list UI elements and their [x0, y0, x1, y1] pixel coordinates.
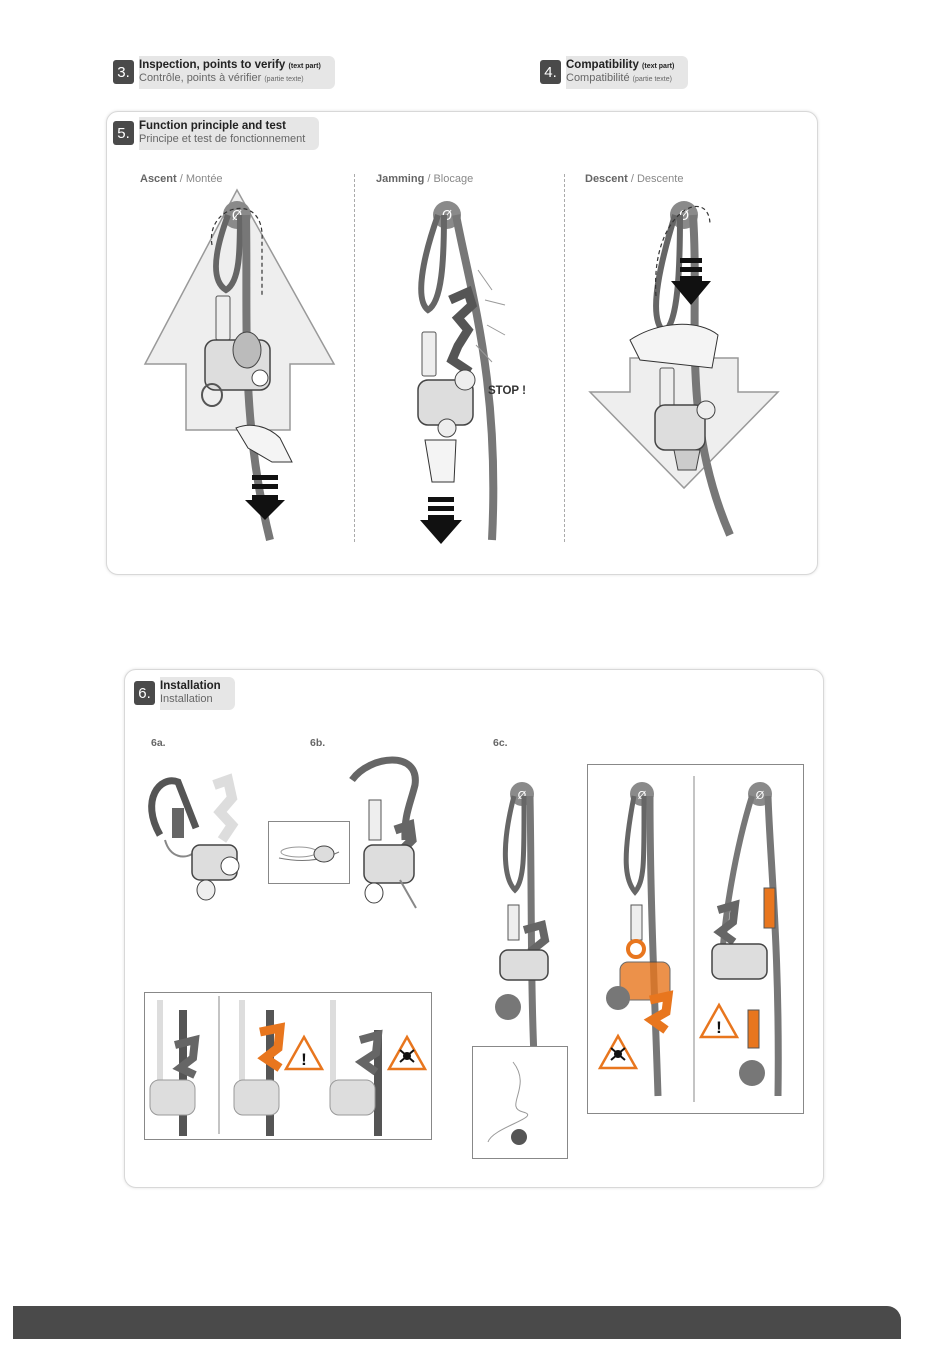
section-title: Installation [160, 680, 221, 692]
step-label-6a: 6a. [151, 737, 166, 749]
svg-text:Ø: Ø [231, 209, 243, 224]
svg-text:Ø: Ø [637, 789, 647, 802]
step-label-6b: 6b. [310, 737, 326, 749]
column-label-descent: Descent / Descente [585, 173, 684, 185]
section-title: Compatibility [566, 59, 639, 71]
svg-text:Ø: Ø [678, 209, 690, 224]
svg-text:Ø: Ø [517, 789, 527, 802]
section-subtitle: Compatibilité [566, 72, 630, 84]
column-label-ascent: Ascent / Montée [140, 173, 223, 185]
section-subtitle: Contrôle, points à vérifier [139, 72, 262, 84]
footer-bar [13, 1306, 901, 1339]
section-subtitle: Principe et test de fonctionnement [139, 133, 306, 145]
section-header-3: 3. Inspection, points to verify (text part) Contrôle, points à vérifier (partie texte) [113, 56, 335, 89]
stop-label: STOP ! [488, 385, 526, 397]
warning-icon: ! [301, 1050, 307, 1069]
column-label-jamming: Jamming / Blocage [376, 173, 474, 185]
step-label-6c: 6c. [493, 737, 508, 749]
svg-text:Ø: Ø [755, 789, 765, 802]
section-title: Inspection, points to verify [139, 59, 286, 71]
section-number: 4. [540, 60, 561, 84]
svg-text:Ø: Ø [441, 209, 453, 224]
section-subtitle: Installation [160, 693, 213, 705]
section-number: 3. [113, 60, 134, 84]
section-number: 6. [134, 681, 155, 705]
section-header-4: 4. Compatibility (text part) Compatibilité (partie texte) [540, 56, 688, 89]
section-title: Function principle and test [139, 120, 286, 132]
warning-icon: ! [716, 1018, 722, 1037]
section-number: 5. [113, 121, 134, 145]
